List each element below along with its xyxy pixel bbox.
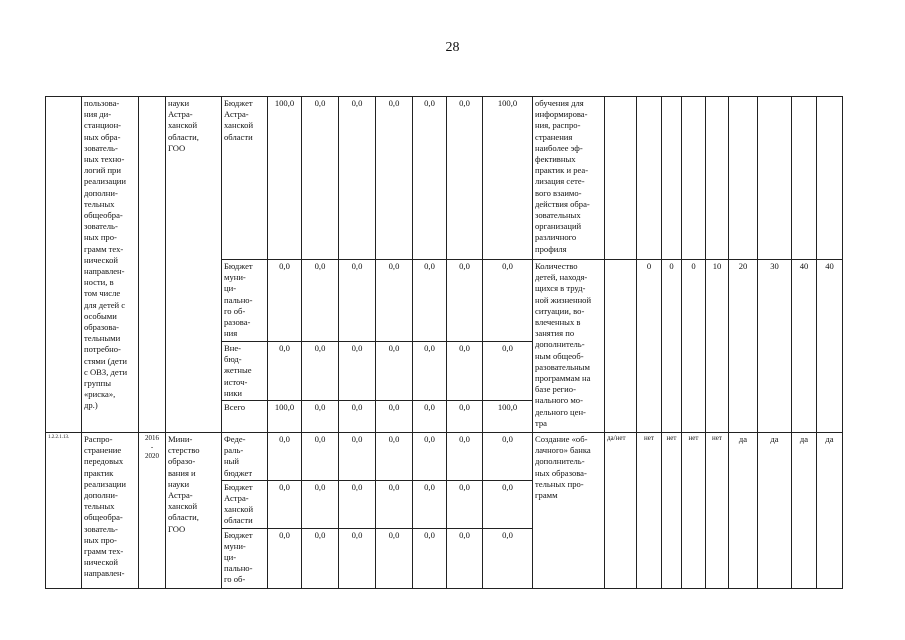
- value-cell: 100,0: [268, 97, 302, 260]
- value-cell: 0,0: [483, 528, 533, 588]
- target-value: нет: [706, 433, 729, 589]
- value-cell: 0,0: [413, 260, 447, 342]
- value-cell: 0,0: [339, 401, 376, 433]
- table-row: [46, 97, 843, 260]
- value-cell: 0,0: [339, 480, 376, 528]
- indicator-cell: обучения для информирова- ния, распро- странения наиболее эф- фективных практик и реа- лизация сете- вого взаимо- действия обра- зовательных организаций различного профиля: [533, 97, 605, 260]
- value-cell: 100,0: [268, 401, 302, 433]
- value-cell: 0,0: [413, 528, 447, 588]
- value-cell: 0,0: [413, 401, 447, 433]
- funding-source: Вне- бюд- жетные источ- ники: [222, 342, 268, 401]
- value-cell: 0,0: [447, 433, 483, 481]
- value-cell: 0,0: [376, 528, 413, 588]
- value-cell: 100,0: [483, 97, 533, 260]
- funding-source: Бюджет муни- ци- пально- го об-: [222, 528, 268, 588]
- period-cell: 2016 - 2020: [139, 433, 166, 589]
- value-cell: 0,0: [447, 342, 483, 401]
- value-cell: 0,0: [413, 433, 447, 481]
- value-cell: 0,0: [302, 480, 339, 528]
- funding-source: Всего: [222, 401, 268, 433]
- value-cell: 0,0: [268, 528, 302, 588]
- row-code: 1.2.2.1.13.: [46, 433, 82, 589]
- value-cell: 0,0: [302, 342, 339, 401]
- value-cell: 0,0: [483, 480, 533, 528]
- value-cell: 0,0: [302, 528, 339, 588]
- target-value: нет: [662, 433, 682, 589]
- value-cell: 0,0: [413, 480, 447, 528]
- value-cell: 0,0: [268, 480, 302, 528]
- target-value: нет: [682, 433, 706, 589]
- value-cell: 0,0: [376, 480, 413, 528]
- value-cell: 0,0: [483, 342, 533, 401]
- target-value: 30: [758, 260, 792, 433]
- target-value: да: [758, 433, 792, 589]
- value-cell: 0,0: [302, 260, 339, 342]
- table-row: [46, 433, 843, 481]
- value-cell: 0,0: [376, 342, 413, 401]
- value-cell: 0,0: [447, 260, 483, 342]
- value-cell: 0,0: [447, 528, 483, 588]
- target-value: 40: [792, 260, 817, 433]
- value-cell: 0,0: [376, 260, 413, 342]
- value-cell: 0,0: [268, 433, 302, 481]
- value-cell: 0,0: [268, 342, 302, 401]
- value-cell: 0,0: [447, 97, 483, 260]
- value-cell: 0,0: [376, 97, 413, 260]
- value-cell: 0,0: [376, 401, 413, 433]
- value-cell: 0,0: [339, 342, 376, 401]
- value-cell: 0,0: [376, 433, 413, 481]
- funding-source: Бюджет Астра- ханской области: [222, 480, 268, 528]
- value-cell: 0,0: [302, 401, 339, 433]
- value-cell: 0,0: [302, 433, 339, 481]
- indicator-cell: Количество детей, находя- щихся в труд- ной жизненной ситуации, во- влеченных в занятия по дополнитель- ным общеоб- разовательным программам на базе регио- нального мо- дельного цен- тра: [533, 260, 605, 433]
- activity-name: пользова- ния ди- станцион- ных обра- зователь- ных техно- логий при реализации дополни- тельных общеобра- зователь- ных про- грамм тех- нической направлен- ности, в том числе для детей с особыми образова- тельными потребно- стями (дети с ОВЗ, дети группы «риска», др.): [82, 97, 139, 433]
- value-cell: 0,0: [483, 260, 533, 342]
- value-cell: 0,0: [302, 97, 339, 260]
- value-cell: 0,0: [447, 401, 483, 433]
- value-cell: 0,0: [339, 260, 376, 342]
- target-value: 40: [817, 260, 843, 433]
- value-cell: 0,0: [339, 433, 376, 481]
- executor-cell: науки Астра- ханской области, ГОО: [166, 97, 222, 433]
- page-number: 28: [445, 40, 460, 55]
- value-cell: 0,0: [268, 260, 302, 342]
- funding-source: Феде- раль- ный бюджет: [222, 433, 268, 481]
- target-value: да: [729, 433, 758, 589]
- target-value: 0: [637, 260, 662, 433]
- funding-source: Бюджет муни- ци- пально- го об- разова- ния: [222, 260, 268, 342]
- unit-cell: да/нет: [605, 433, 637, 589]
- program-table: [45, 96, 843, 589]
- target-value: 20: [729, 260, 758, 433]
- value-cell: 0,0: [483, 433, 533, 481]
- executor-cell: Мини- стерство образо- вания и науки Астра- ханской области, ГОО: [166, 433, 222, 589]
- value-cell: 0,0: [447, 480, 483, 528]
- funding-source: Бюджет Астра- ханской области: [222, 97, 268, 260]
- value-cell: 0,0: [413, 342, 447, 401]
- value-cell: 100,0: [483, 401, 533, 433]
- target-value: да: [792, 433, 817, 589]
- target-value: 0: [662, 260, 682, 433]
- indicator-cell: Создание «об- лачного» банка дополнитель- ных образова- тельных про- грамм: [533, 433, 605, 589]
- unit-cell: [605, 260, 637, 433]
- target-value: 0: [682, 260, 706, 433]
- target-value: да: [817, 433, 843, 589]
- activity-name: Распро- странение передовых практик реализации дополни- тельных общеобра- зователь- ных про- грамм тех- нической направлен-: [82, 433, 139, 589]
- row-code: [46, 97, 82, 433]
- target-value: нет: [637, 433, 662, 589]
- value-cell: 0,0: [413, 97, 447, 260]
- period-cell: [139, 97, 166, 433]
- target-value: 10: [706, 260, 729, 433]
- value-cell: 0,0: [339, 528, 376, 588]
- value-cell: 0,0: [339, 97, 376, 260]
